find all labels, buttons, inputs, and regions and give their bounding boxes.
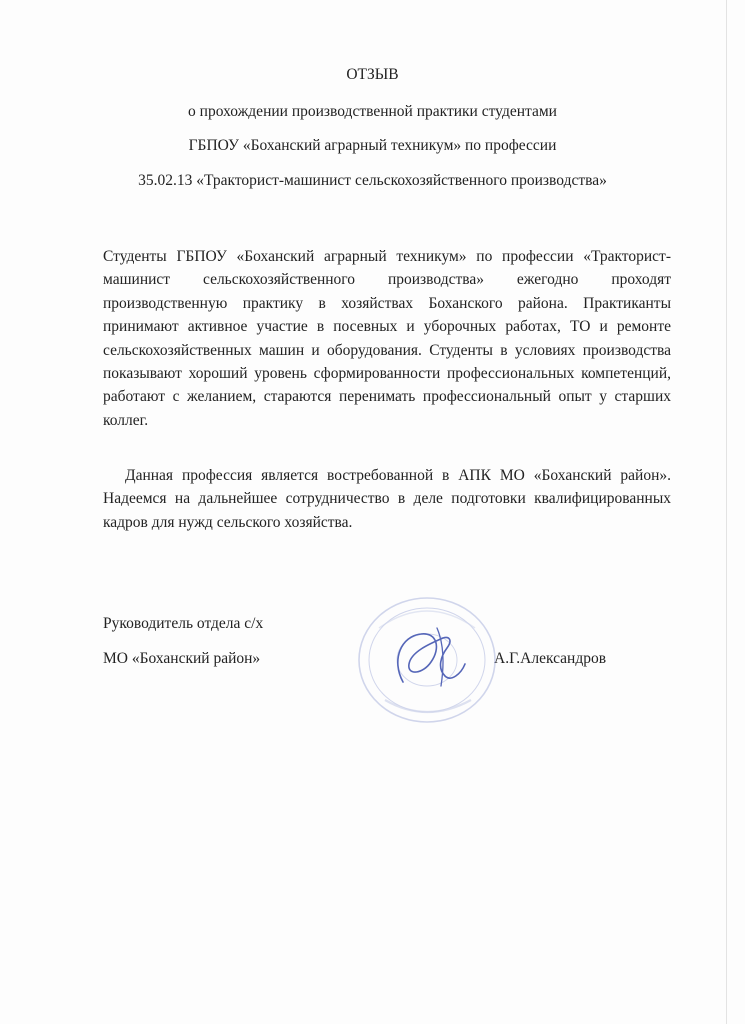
signer-name: А.Г.Александров: [494, 650, 607, 667]
subtitle-line-2: ГБПОУ «Боханский аграрный техникум» по профессии: [188, 137, 557, 154]
signer-position-line-1: Руководитель отдела с/х: [103, 615, 264, 632]
subtitle-line-3: 35.02.13 «Тракторист-машинист сельскохозяйственного производства»: [138, 172, 607, 189]
body-paragraph-2: Данная профессия является востребованной в АПК МО «Боханский район». Надеемся на дальнейшее сотрудничество в деле подготовки квалифицированных кадров для нужд сельского хозяйства.: [103, 467, 671, 531]
official-stamp-and-signature: [345, 590, 505, 730]
signer-position-line-2: МО «Боханский район»: [103, 650, 261, 667]
stamp-seal: [359, 598, 495, 722]
body-paragraph-1: Студенты ГБПОУ «Боханский аграрный техникум» по профессии «Тракторист-машинист сельскохозяйственного производства» ежегодно проходят производственную практику в хозяйствах Боханского района. Практиканты принимают активное участие в посевных и уборочных работах, ТО и ремонте сельскохозяйственных машин и оборудования. Студенты в условиях производства показывают хороший уровень сформированности профессиональных компетенций, работают с желанием, стараются перенимать профессиональный опыт у старших коллег.: [103, 248, 671, 429]
document-title: ОТЗЫВ: [346, 66, 399, 83]
handwritten-signature: [398, 628, 465, 686]
subtitle-line-1: о прохождении производственной практики студентами: [188, 103, 557, 120]
